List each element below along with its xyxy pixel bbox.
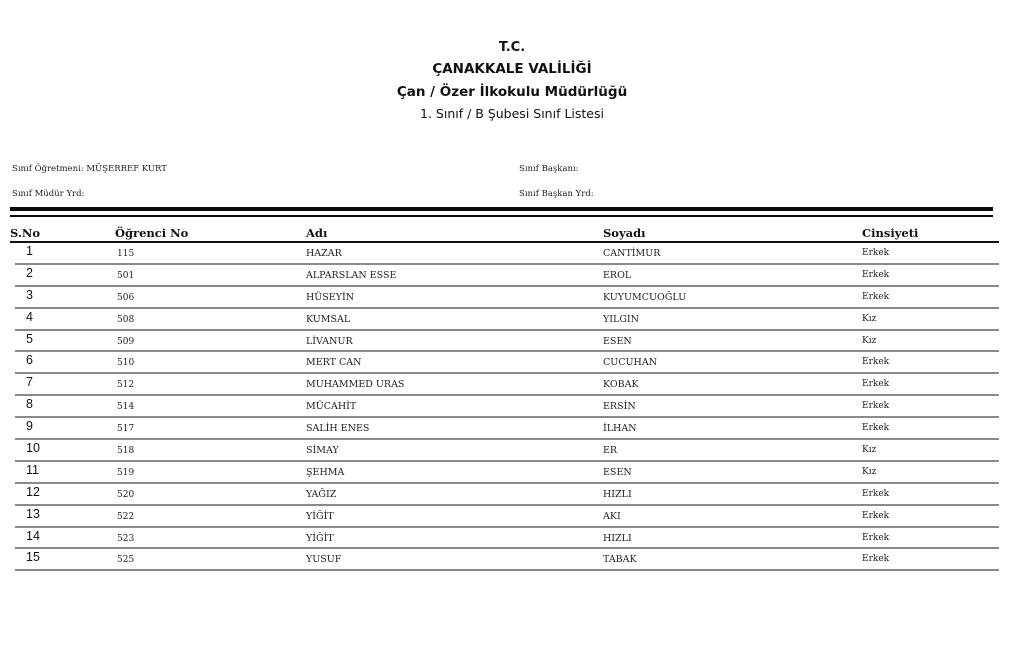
cell-surname: CUCUHAN bbox=[603, 357, 658, 369]
table-row bbox=[0, 243, 1024, 265]
header-list-title: 1. Sınıf / B Şubesi Sınıf Listesi bbox=[420, 106, 604, 121]
cell-sno: 13 bbox=[26, 506, 40, 521]
cell-name: ŞEHMA bbox=[306, 466, 345, 478]
cell-student-no: 514 bbox=[117, 402, 135, 413]
cell-surname: HIZLI bbox=[603, 488, 632, 500]
cell-student-no: 506 bbox=[117, 292, 135, 303]
cell-name: YİĞİT bbox=[306, 510, 334, 522]
cell-gender: Erkek bbox=[862, 488, 890, 499]
table-row bbox=[0, 418, 1024, 440]
cell-sno: 6 bbox=[26, 353, 33, 368]
cell-surname: YILGIN bbox=[603, 313, 639, 325]
table-row bbox=[0, 287, 1024, 309]
cell-name: SALİH ENES bbox=[306, 423, 370, 435]
cell-gender: Erkek bbox=[862, 423, 890, 434]
cell-student-no: 519 bbox=[117, 467, 135, 478]
cell-sno: 10 bbox=[26, 441, 40, 456]
cell-name: LİVANUR bbox=[306, 335, 353, 347]
cell-sno: 11 bbox=[26, 462, 39, 477]
column-header-surname: Soyadı bbox=[603, 226, 646, 240]
cell-gender: Erkek bbox=[862, 291, 890, 302]
table-row bbox=[0, 528, 1024, 550]
cell-student-no: 525 bbox=[117, 555, 135, 566]
cell-gender: Erkek bbox=[862, 532, 890, 543]
cell-student-no: 115 bbox=[117, 249, 135, 259]
cell-student-no: 522 bbox=[117, 511, 135, 522]
table-row bbox=[0, 331, 1024, 353]
table-row bbox=[0, 265, 1024, 287]
cell-name: MÜCAHİT bbox=[306, 401, 357, 413]
cell-name: MERT CAN bbox=[306, 357, 362, 369]
cell-name: HÜSEYİN bbox=[306, 291, 355, 303]
cell-gender: Erkek bbox=[862, 379, 890, 390]
cell-name: ALPARSLAN ESSE bbox=[306, 269, 397, 281]
column-header-gender: Cinsiyeti bbox=[862, 226, 919, 240]
cell-surname: AKI bbox=[603, 510, 621, 522]
cell-gender: Kız bbox=[862, 335, 877, 346]
cell-surname: ER bbox=[603, 445, 618, 457]
cell-student-no: 509 bbox=[117, 336, 135, 347]
cell-sno: 1 bbox=[26, 244, 33, 258]
cell-student-no: 518 bbox=[117, 446, 135, 457]
cell-surname: HIZLI bbox=[603, 532, 632, 544]
class-president: Sınıf Başkanı: bbox=[519, 164, 579, 174]
cell-surname: ERSİN bbox=[603, 401, 636, 413]
cell-student-no: 517 bbox=[117, 424, 135, 435]
table-row bbox=[0, 440, 1024, 462]
cell-name: YAĞIZ bbox=[306, 488, 337, 500]
cell-gender: Kız bbox=[862, 313, 877, 324]
cell-name: HAZAR bbox=[306, 248, 342, 259]
cell-gender: Erkek bbox=[862, 510, 890, 521]
cell-student-no: 508 bbox=[117, 314, 135, 325]
cell-surname: TABAK bbox=[603, 554, 637, 566]
header-school: Çan / Özer İlkokulu Müdürlüğü bbox=[396, 84, 628, 100]
column-header-student-no: Öğrenci No bbox=[115, 226, 189, 240]
table-row bbox=[0, 309, 1024, 331]
class-deputy-head: Sınıf Müdür Yrd: bbox=[12, 189, 85, 199]
cell-sno: 2 bbox=[26, 265, 33, 280]
cell-surname: ESEN bbox=[603, 335, 632, 347]
cell-sno: 7 bbox=[26, 375, 33, 390]
cell-gender: Kız bbox=[862, 466, 877, 477]
cell-gender: Erkek bbox=[862, 248, 890, 258]
cell-name: YUSUF bbox=[306, 554, 342, 566]
table-row bbox=[0, 506, 1024, 528]
cell-surname: İLHAN bbox=[603, 423, 637, 435]
table-row bbox=[0, 549, 1024, 571]
cell-student-no: 510 bbox=[117, 358, 135, 369]
cell-sno: 15 bbox=[26, 550, 40, 565]
cell-sno: 4 bbox=[26, 309, 33, 324]
cell-sno: 3 bbox=[26, 287, 33, 302]
class-teacher: Sınıf Öğretmeni: MÜŞERREF KURT bbox=[12, 164, 167, 174]
cell-sno: 12 bbox=[26, 484, 40, 499]
divider-thick bbox=[10, 207, 993, 211]
cell-student-no: 501 bbox=[117, 270, 135, 281]
row-separator bbox=[15, 569, 999, 571]
column-header-sno: S.No bbox=[10, 226, 41, 240]
cell-surname: ESEN bbox=[603, 466, 632, 478]
cell-surname: KOBAK bbox=[603, 379, 639, 391]
cell-sno: 14 bbox=[26, 528, 40, 543]
header-governorship: ÇANAKKALE VALİLİĞİ bbox=[432, 61, 592, 77]
cell-student-no: 512 bbox=[117, 380, 135, 391]
table-row bbox=[0, 352, 1024, 374]
cell-sno: 9 bbox=[26, 419, 33, 434]
cell-sno: 5 bbox=[26, 331, 33, 346]
cell-surname: EROL bbox=[603, 269, 632, 281]
cell-surname: KUYUMCUOĞLU bbox=[603, 291, 687, 303]
cell-gender: Erkek bbox=[862, 357, 890, 368]
cell-gender: Erkek bbox=[862, 554, 890, 565]
table-row bbox=[0, 462, 1024, 484]
table-row bbox=[0, 484, 1024, 506]
cell-name: SİMAY bbox=[306, 445, 339, 457]
student-table-body bbox=[0, 243, 1024, 571]
table-row bbox=[0, 374, 1024, 396]
class-vice-president: Sınıf Başkan Yrd: bbox=[519, 189, 594, 199]
table-row bbox=[0, 396, 1024, 418]
cell-student-no: 520 bbox=[117, 489, 135, 500]
cell-gender: Kız bbox=[862, 445, 877, 456]
cell-gender: Erkek bbox=[862, 401, 890, 412]
cell-surname: CANTİMUR bbox=[603, 248, 661, 259]
cell-name: YİĞİT bbox=[306, 532, 334, 544]
cell-name: KUMSAL bbox=[306, 313, 351, 325]
column-header-name: Adı bbox=[306, 226, 328, 240]
cell-name: MUHAMMED URAS bbox=[306, 379, 405, 391]
cell-sno: 8 bbox=[26, 397, 33, 412]
cell-student-no: 523 bbox=[117, 533, 135, 544]
divider-thin bbox=[10, 215, 993, 217]
header-tc: T.C. bbox=[498, 40, 526, 55]
cell-gender: Erkek bbox=[862, 269, 890, 280]
